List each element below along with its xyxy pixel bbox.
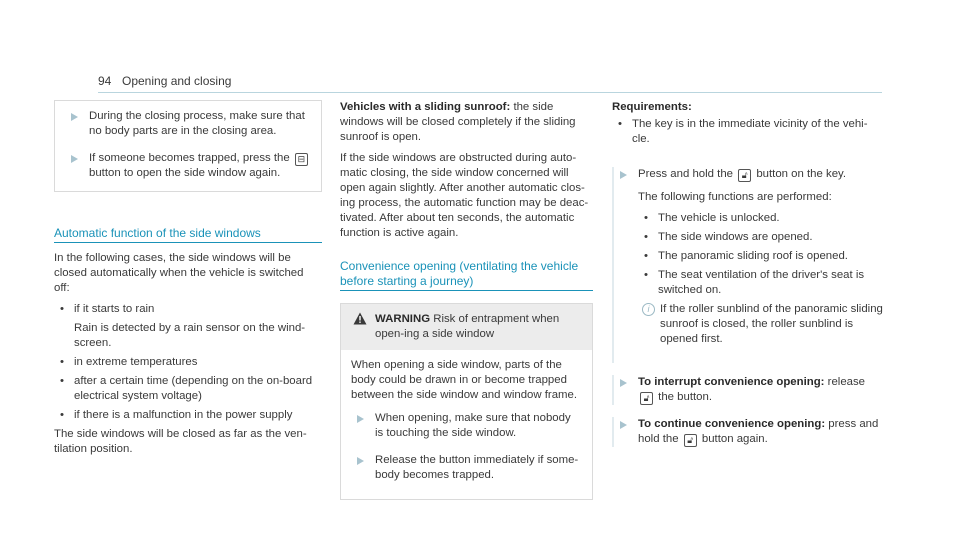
trigger-list: [54, 302, 322, 423]
step-text: During the closing process, make sure that no body parts are in the closing area.: [89, 110, 305, 137]
list-item: [638, 211, 884, 226]
step-text-cont: button on the key.: [756, 168, 847, 180]
closing-note: The side windows will be closed as far as the ven-tilation position.: [54, 428, 307, 455]
list-item-text: The vehicle is unlocked.: [658, 212, 780, 224]
step-arrow-icon: [71, 113, 78, 121]
window-switch-icon: ⊟: [295, 153, 308, 166]
intro-text: In the following cases, the side windows will be closed automatically when the vehicle is switched off:: [54, 252, 304, 294]
warning-box: [340, 303, 593, 500]
section-heading: Convenience opening (ventilating the vehicle before starting a journey): [340, 259, 579, 288]
list-item: [54, 302, 322, 351]
list-item: [54, 355, 322, 370]
step-text: If someone becomes trapped, press the: [89, 152, 290, 164]
step-item: [351, 411, 582, 441]
list-item-text: in extreme temperatures: [74, 356, 198, 368]
step-item: [65, 151, 313, 181]
list-item-text: if there is a malfunction in the power supply: [74, 409, 293, 421]
list-item: [54, 408, 322, 423]
page-header: [98, 72, 882, 93]
list-item-text: The side windows are opened.: [658, 231, 813, 243]
warning-label: WARNING: [375, 313, 431, 325]
column-right: [612, 100, 884, 459]
list-item-text: The key is in the immediate vicinity of the vehi-cle.: [632, 118, 868, 145]
functions-list: [638, 211, 884, 298]
warning-text: When opening a side window, parts of the body could be drawn in or become trapped between the side window and window frame.: [351, 359, 578, 401]
step-label: To interrupt convenience opening:: [638, 376, 825, 388]
requirements-heading: Requirements:: [612, 101, 692, 113]
step-text: Press and hold the: [638, 168, 733, 180]
step-text-cont: the button.: [658, 391, 713, 403]
warning-header: [341, 304, 592, 350]
page-title: Opening and closing: [122, 74, 232, 88]
step-text: When opening, make sure that nobody is touching the side window.: [375, 412, 571, 439]
info-note-text: If the roller sunblind of the panoramic sliding sunroof is closed, the roller sunblind is opened first.: [660, 303, 883, 345]
warning-body: [341, 350, 592, 499]
list-item: [638, 268, 884, 298]
list-item-text: after a certain time (depending on the on-board electrical system voltage): [74, 375, 313, 402]
step-item: [351, 453, 582, 483]
obstructed-paragraph: If the side windows are obstructed during auto-matic closing, the side window concerned will open again slightly. After another automatic clos-ing process, the automatic function may be deac-tivated. After about ten seconds, the automatic function is active again.: [340, 152, 589, 239]
list-item: [54, 374, 322, 404]
step-text: press and hold the: [638, 418, 879, 445]
step-item: [612, 417, 884, 447]
warning-triangle-icon: [353, 312, 367, 325]
performed-text: The following functions are performed:: [638, 191, 832, 203]
list-item-text: The seat ventilation of the driver's seat is switched on.: [658, 269, 865, 296]
page-number: 94: [98, 74, 112, 88]
step-item: [612, 167, 884, 363]
step-item: [65, 109, 313, 139]
requirements-list: [612, 117, 884, 147]
key-unlock-icon: 🔓︎: [684, 434, 697, 447]
sunroof-text: the side windows will be closed completely if the sliding sunroof is open.: [340, 101, 576, 143]
key-unlock-icon: 🔓︎: [738, 169, 751, 182]
step-text-cont: button again.: [701, 433, 768, 445]
section-heading: Automatic function of the side windows: [54, 226, 261, 240]
warning-title: Risk of entrapment when open-ing a side window: [375, 313, 560, 340]
list-item: [638, 249, 884, 264]
info-icon: i: [642, 303, 655, 316]
list-item-text: The panoramic sliding roof is opened.: [658, 250, 848, 262]
list-item: [638, 230, 884, 245]
column-middle: [340, 100, 593, 500]
step-text: Release the button immediately if some-body becomes trapped.: [375, 454, 579, 481]
step-arrow-icon: [620, 421, 627, 429]
info-note: [638, 302, 884, 347]
section-heading-rule: [54, 226, 322, 243]
step-text: release: [827, 376, 866, 388]
step-arrow-icon: [620, 171, 627, 179]
list-item-text: if it starts to rain: [74, 303, 155, 315]
section-heading-rule: [340, 259, 593, 291]
list-item: [612, 117, 884, 147]
closing-steps-box: [54, 100, 322, 192]
step-arrow-icon: [357, 415, 364, 423]
list-item-detail: Rain is detected by a rain sensor on the wind-screen.: [74, 322, 306, 349]
column-left: [54, 100, 322, 463]
step-arrow-icon: [620, 379, 627, 387]
sunroof-label: Vehicles with a sliding sunroof:: [340, 101, 511, 113]
key-unlock-icon: 🔓︎: [640, 392, 653, 405]
step-arrow-icon: [357, 457, 364, 465]
step-text-cont: button to open the side window again.: [89, 167, 281, 179]
step-label: To continue convenience opening:: [638, 418, 826, 430]
step-arrow-icon: [71, 155, 78, 163]
step-item: [612, 375, 884, 405]
sunroof-paragraph: [340, 100, 593, 145]
